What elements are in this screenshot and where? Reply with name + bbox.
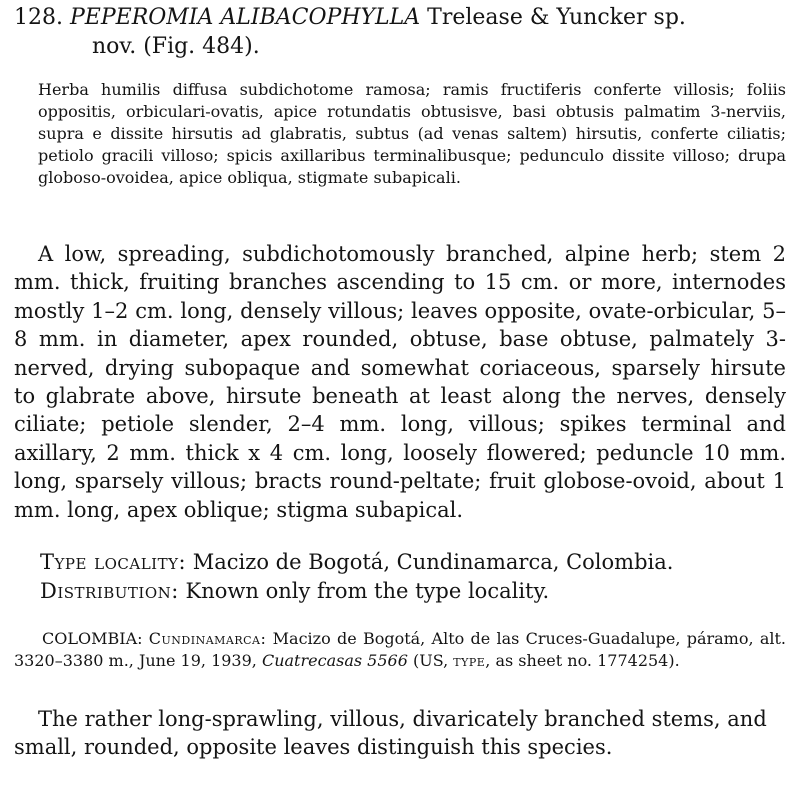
specimen-department: Cundinamarca: <box>148 629 267 648</box>
locality-section <box>40 548 786 606</box>
type-locality-label: Type locality: <box>40 550 187 574</box>
latin-description: Herba humilis diffusa subdichotome ramosa; ramis fructiferis conferte villosis; foliis oppositis, orbiculari-ovatis, apice rotundatis obtusisve, basi obtusis palmatim 3-nerviis, supra e dissite hirsutis ad glabratis, subtus (ad venas saltem) hirsutis, conferte ciliatis; petiolo gracili villoso; spicis axillaribus terminalibusque; pedunculo dissite villoso; drupa globoso-ovoidea, apice obliqua, stigmate subapicali. <box>38 80 786 187</box>
type-locality <box>40 548 786 577</box>
specimen-herbarium: (US, <box>412 651 449 670</box>
specimen-collector: Cuatrecasas 5566 <box>261 651 408 670</box>
distribution-label: Distribution: <box>40 579 179 603</box>
specimen-country: COLOMBIA: <box>42 629 143 648</box>
species-name: PEPEROMIA ALIBACOPHYLLA <box>69 5 421 30</box>
distribution-text: Known only from the type locality. <box>185 579 550 603</box>
closing-remark: The rather long-sprawling, villous, divaricately branched stems, and small, rounded, opposite leaves distinguish this species. <box>14 707 767 760</box>
english-description: A low, spreading, subdichotomously branched, alpine herb; stem 2 mm. thick, fruiting branches ascending to 15 cm. or more, internodes mostly 1–2 cm. long, densely villous; leaves opposite, ovate-orbicular, 5–8 mm. in diameter, apex rounded, obtuse, base obtuse, palmately 3-nerved, drying subopaque and somewhat coriaceous, sparsely hirsute to glabrate above, hirsute beneath at least along the nerves, densely ciliate; petiole slender, 2–4 mm. long, villous; spikes terminal and axillary, 2 mm. thick x 4 cm. long, loosely flowered; peduncle 10 mm. long, sparsely villous; bracts round-peltate; fruit globose-ovoid, about 1 mm. long, apex oblique; stigma subapical. <box>14 242 786 522</box>
species-authors: Trelease & Yuncker sp. <box>427 5 686 30</box>
distribution <box>40 577 786 606</box>
species-heading <box>14 3 786 61</box>
specimen-type-label: type <box>453 651 486 670</box>
species-heading-line2: nov. (Fig. 484). <box>92 34 260 59</box>
species-number: 128. <box>14 5 63 30</box>
specimen-citation <box>14 628 786 672</box>
species-heading-line1 <box>14 3 786 32</box>
type-locality-text: Macizo de Bogotá, Cundinamarca, Colombia. <box>192 550 674 574</box>
specimen-sheet: , as sheet no. 1774254). <box>485 651 680 670</box>
specimen-text: Macizo de Bogotá, Alto de las Cruces-Guadalupe, páramo, alt. 3320–3380 m., June 19, 1939, <box>14 629 787 670</box>
